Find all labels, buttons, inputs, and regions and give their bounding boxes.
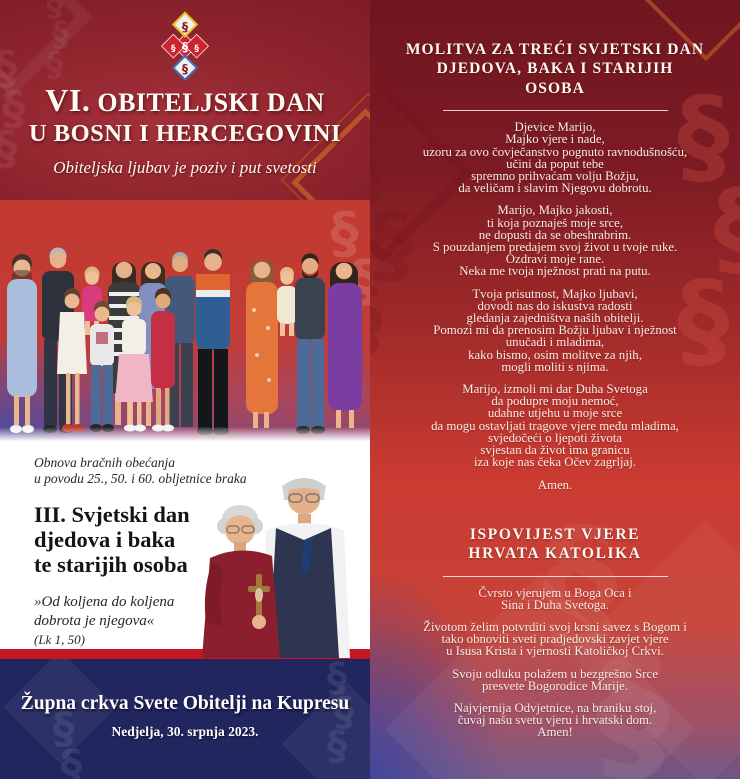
text-line: u Isusa Krista i vjernosti Katoličkoj Crkvi.: [446, 644, 664, 659]
text-line: gledanja zajedništva naših obitelji.: [466, 311, 644, 326]
text-line: Majko vjere i nade,: [505, 132, 605, 147]
text-line: kako bismo, osim molitve za njih,: [468, 347, 642, 362]
text-line: Djevice Marijo,: [514, 120, 596, 135]
right-panel: [370, 0, 740, 779]
text-line: S pouzdanjem predajem svoj život u tvoje ruke.: [432, 240, 678, 255]
photo-bottom-fade: [0, 427, 370, 443]
text-line: Obnova bračnih obećanja: [34, 455, 175, 470]
text-line: djedova i baka: [34, 527, 176, 552]
text-line: Svoju odluku polažem u bezgrešno Srce: [452, 666, 658, 681]
text-line: Tvoja prisutnost, Majko ljubavi,: [472, 286, 638, 301]
person: [246, 260, 278, 428]
svg-text:§: §: [194, 43, 199, 55]
elderly-woman: [202, 505, 280, 658]
text-line: III. Svjetski dan: [34, 502, 190, 527]
elderly-couple-photo: [182, 458, 370, 658]
text-line: MOLITVA ZA TREĆI SVJETSKI DAN: [405, 41, 705, 58]
svg-text:§: §: [181, 39, 189, 55]
svg-text:§: §: [181, 19, 189, 35]
text-line: Marijo, izmoli mi dar Duha Svetoga: [462, 382, 648, 397]
text-line: uzoru za ovo čovječanstvo pognuto ravnodušnošću,: [422, 144, 688, 159]
text-line: Amen.: [537, 477, 573, 492]
creed-text: [390, 587, 720, 739]
text-line: te starijih osoba: [34, 552, 188, 577]
creed-heading: [390, 525, 720, 564]
title-text: OBITELJSKI DAN: [97, 88, 325, 117]
family-photo: [0, 200, 370, 443]
paragraph: [390, 383, 720, 468]
text-line: iza koje nas čeka Očev zagrljaj.: [473, 455, 636, 470]
text-line: OSOBA: [525, 79, 585, 97]
text-line: ISPOVIJEST VJERE: [469, 525, 641, 543]
paragraph: [390, 288, 720, 373]
text-line: Najvjernija Odvjetnice, na braniku stoj,: [453, 700, 657, 715]
scripture-reference: (Lk 1, 50): [34, 632, 85, 647]
person: [196, 249, 230, 435]
heading-divider: [443, 576, 668, 577]
text-line: Sina i Duha Svetoga.: [500, 597, 610, 612]
prayer-text: [390, 121, 720, 490]
edition-number: VI.: [45, 82, 91, 118]
text-line: da podupre moju nemoć,: [491, 394, 619, 409]
person: [7, 254, 37, 433]
footer-band: [0, 659, 370, 779]
text-line: spremno prihvaćam volju Božju,: [471, 169, 639, 184]
text-line: tako obnoviti sveti pradjedovski zavjet vjere: [441, 632, 669, 647]
text-line: Pomozi mi da prenosim Božju ljubav i nježnost: [433, 323, 677, 338]
text-line: ti koja poznaješ moje srce,: [486, 215, 624, 230]
left-header: [0, 0, 370, 200]
text-line: unučadi i mladima,: [505, 335, 605, 350]
text-line: udahne utjehu u moje srce: [487, 406, 623, 421]
text-line: mogli moliti s njima.: [501, 359, 609, 374]
text-line: Marijo, Majko jakosti,: [497, 203, 613, 218]
event-date: Nedjelja, 30. srpnja 2023.: [111, 724, 259, 739]
child: [277, 267, 297, 336]
text-line: ne dopusti da se obeshrabrim.: [478, 227, 632, 242]
event-subtitle: Obiteljska ljubav je poziv i put svetosti: [53, 158, 317, 177]
text-line: svjestan da život ima granicu: [480, 443, 630, 458]
paragraph: [390, 668, 720, 692]
paragraph: [390, 587, 720, 611]
text-line: Neka me tvoja nježnost prati na putu.: [459, 264, 651, 279]
family-day-emblem-icon: [160, 11, 210, 83]
person: [295, 253, 325, 434]
family-group-illustration: [0, 200, 370, 443]
text-line: presvete Bogorodice Marije.: [481, 678, 629, 693]
text-line: Čvrsto vjerujem u Boga Oca i: [478, 585, 632, 600]
text-line: »Od koljena do koljena: [34, 594, 175, 610]
title-line-1: [0, 82, 370, 118]
heading-divider: [443, 110, 668, 111]
interlace-ornament-icon: [45, 710, 82, 779]
svg-text:§: §: [171, 43, 176, 55]
text-line: učini da poput tebe: [506, 156, 604, 171]
svg-text:§: §: [181, 60, 189, 76]
interlace-ornament-icon: [40, 0, 69, 80]
text-line: dovodi nas do iskustva radosti: [477, 298, 633, 313]
event-main-title: [0, 82, 370, 149]
text-line: u povodu 25., 50. i 60. obljetnice braka: [34, 471, 247, 486]
title-line-2: U BOSNI I HERCEGOVINI: [28, 120, 342, 147]
text-line: HRVATA KATOLIKA: [468, 545, 642, 563]
prayer-heading: [390, 40, 720, 98]
church-name: Župna crkva Svete Obitelji na Kupresu: [20, 693, 350, 714]
right-content: [370, 0, 740, 739]
text-line: Životom želim potvrditi svoj krsni savez s Bogom i: [423, 619, 687, 634]
paragraph: [390, 621, 720, 658]
text-line: da veličam i slavim Njegovu dobrotu.: [458, 181, 652, 196]
text-line: čuvaj našu svetu vjeru i hrvatski dom.: [457, 713, 653, 728]
paragraph: [390, 204, 720, 277]
text-line: Ozdravi moje rane.: [505, 252, 605, 267]
paragraph: [390, 479, 720, 491]
text-line: svjedočeći o ljepoti života: [488, 430, 622, 445]
text-line: Amen!: [537, 725, 573, 740]
paragraph: [390, 121, 720, 194]
person: [328, 262, 362, 428]
text-line: DJEDOVA, BAKA I STARIJIH: [436, 60, 674, 78]
text-line: da mogu ostavljati tragove vjere među mladima,: [431, 418, 679, 433]
paragraph: [390, 702, 720, 739]
text-line: dobrota je njegova«: [34, 613, 155, 629]
